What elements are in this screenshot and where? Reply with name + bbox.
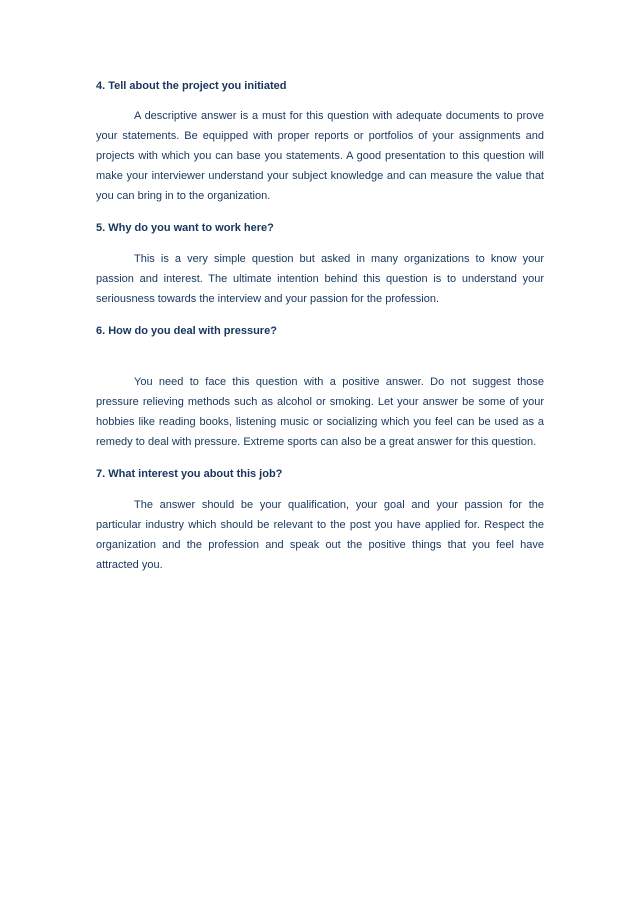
section-paragraph: A descriptive answer is a must for this question with adequate documents to prove your statements. Be equipped with proper reports or portfolios of your assignments and projects with which you can base you statements. A good presentation to this question will make your interviewer understand your subject knowledge and can measure the value that you can bring in to the organization. (96, 110, 544, 202)
section-heading: 5. Why do you want to work here? (96, 222, 274, 234)
section-question-7 (96, 466, 544, 575)
section-paragraph: The answer should be your qualification, your goal and your passion for the particular industry which should be relevant to the post you have applied for. Respect the organization and the profession and speak out the positive things that you feel have attracted you. (96, 499, 544, 571)
section-heading: 6. How do you deal with pressure? (96, 325, 277, 337)
section-question-6 (96, 323, 544, 452)
document-body (96, 78, 544, 575)
section-question-5 (96, 220, 544, 309)
section-question-4 (96, 78, 544, 206)
section-heading: 4. Tell about the project you initiated (96, 80, 287, 92)
section-paragraph: This is a very simple question but asked in many organizations to know your passion and interest. The ultimate intention behind this question is to understand your seriousness towards the interview and your passion for the profession. (96, 253, 544, 305)
section-paragraph: You need to face this question with a positive answer. Do not suggest those pressure relieving methods such as alcohol or smoking. Let your answer be some of your hobbies like reading books, listening music or socializing which you feel can be used as a remedy to deal with pressure. Extreme sports can also be a great answer for this question. (96, 376, 544, 448)
section-heading: 7. What interest you about this job? (96, 468, 283, 480)
